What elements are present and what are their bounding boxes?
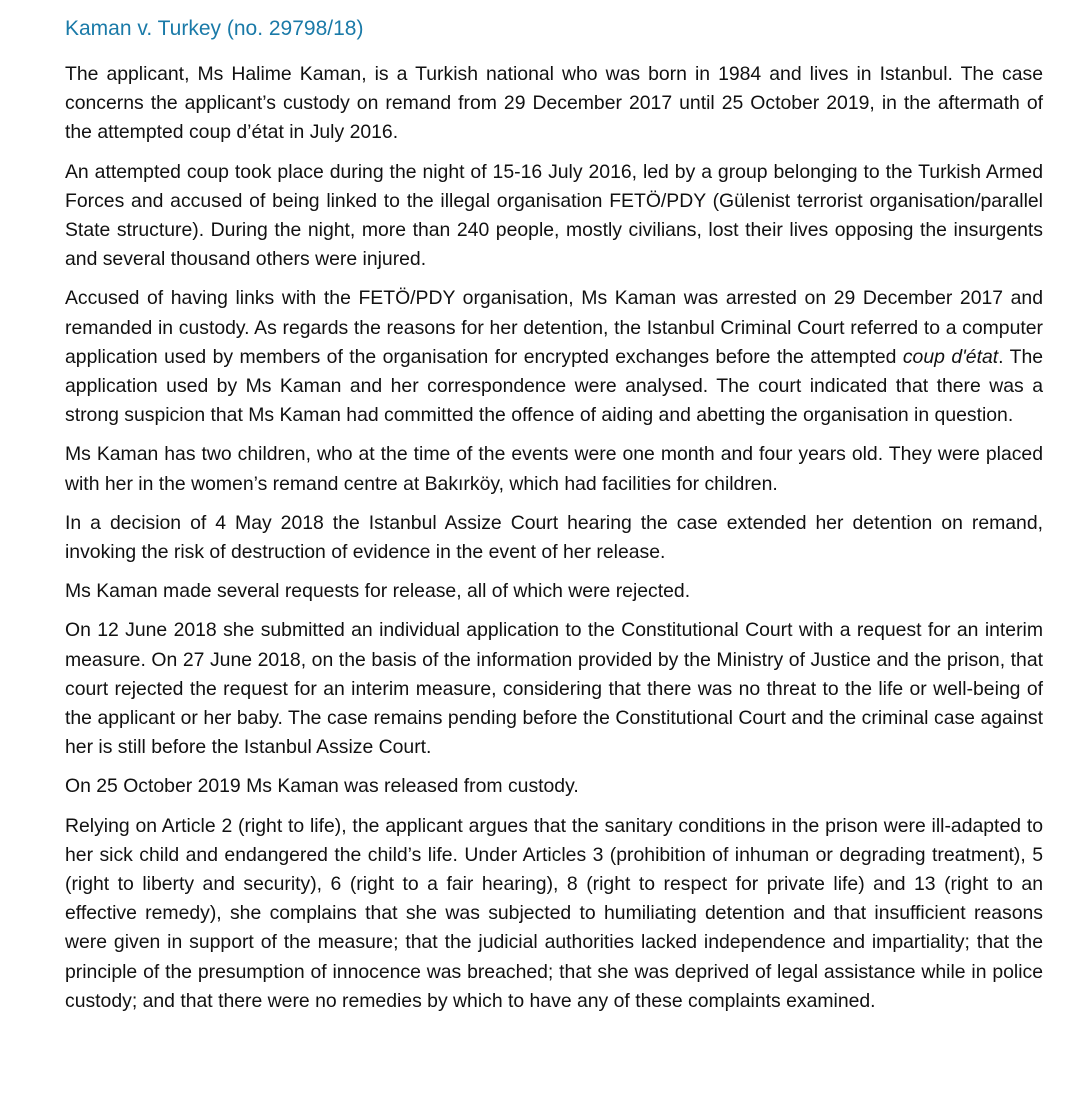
document-page: [65, 14, 1043, 1016]
paragraph-arrest-italic: coup d'état: [902, 345, 999, 368]
paragraph-coup: An attempted coup took place during the night of 15-16 July 2016, led by a group belonging to the Turkish Armed Forces and accused of being linked to the illegal organisation FETÖ/PDY (Gülenist terrorist organisation/parallel State structure). During the night, more than 240 people, mostly civilians, lost their lives opposing the insurgents and several thousand others were injured.: [65, 160, 1043, 271]
paragraph-applicant: The applicant, Ms Halime Kaman, is a Turkish national who was born in 1984 and lives in Istanbul. The case concerns the applicant’s custody on remand from 29 December 2017 until 25 October 2019, in the aftermath of the attempted coup d’état in July 2016.: [65, 63, 1043, 144]
paragraph-arrest-part-2: . The application used by Ms Kaman and her correspondence were analysed. The court indicated that there was a strong suspicion that Ms Kaman had committed the offence of aiding and abetting the organisation in question.: [65, 345, 1044, 427]
case-title: Kaman v. Turkey (no. 29798/18): [65, 17, 364, 40]
paragraph-arrest: [65, 284, 1043, 430]
paragraph-requests: Ms Kaman made several requests for release, all of which were rejected.: [65, 580, 691, 603]
paragraph-constitutional-court: On 12 June 2018 she submitted an individual application to the Constitutional Court with a request for an interim measure. On 27 June 2018, on the basis of the information provided by the Ministry of Justice and the prison, that court rejected the request for an interim measure, considering that there was no threat to the life or well-being of the applicant or her baby. The case remains pending before the Constitutional Court and the criminal case against her is still before the Istanbul Assize Court.: [65, 619, 1043, 759]
paragraph-complaints: Relying on Article 2 (right to life), the applicant argues that the sanitary conditions in the prison were ill-adapted to her sick child and endangered the child’s life. Under Articles 3 (prohibition of inhuman or degrading treatment), 5 (right to liberty and security), 6 (right to a fair hearing), 8 (right to respect for private life) and 13 (right to an effective remedy), she complains that she was subjected to humiliating detention and that insufficient reasons were given in support of the measure; that the judicial authorities lacked independence and impartiality; that the principle of the presumption of innocence was breached; that she was deprived of legal assistance while in police custody; and that there were no remedies by which to have any of these complaints examined.: [65, 814, 1043, 1012]
paragraph-release: On 25 October 2019 Ms Kaman was released from custody.: [65, 775, 579, 798]
paragraph-decision: In a decision of 4 May 2018 the Istanbul Assize Court hearing the case extended her detention on remand, invoking the risk of destruction of evidence in the event of her release.: [65, 511, 1043, 564]
paragraph-children: Ms Kaman has two children, who at the time of the events were one month and four years old. They were placed with her in the women’s remand centre at Bakırköy, which had facilities for children.: [65, 443, 1043, 495]
paragraph-arrest-part-1: Accused of having links with the FETÖ/PDY organisation, Ms Kaman was arrested on 29 December 2017 and remanded in custody. As regards the reasons for her detention, the Istanbul Criminal Court referred to a computer application used by members of the organisation for encrypted exchanges before the attempted: [65, 287, 1043, 368]
